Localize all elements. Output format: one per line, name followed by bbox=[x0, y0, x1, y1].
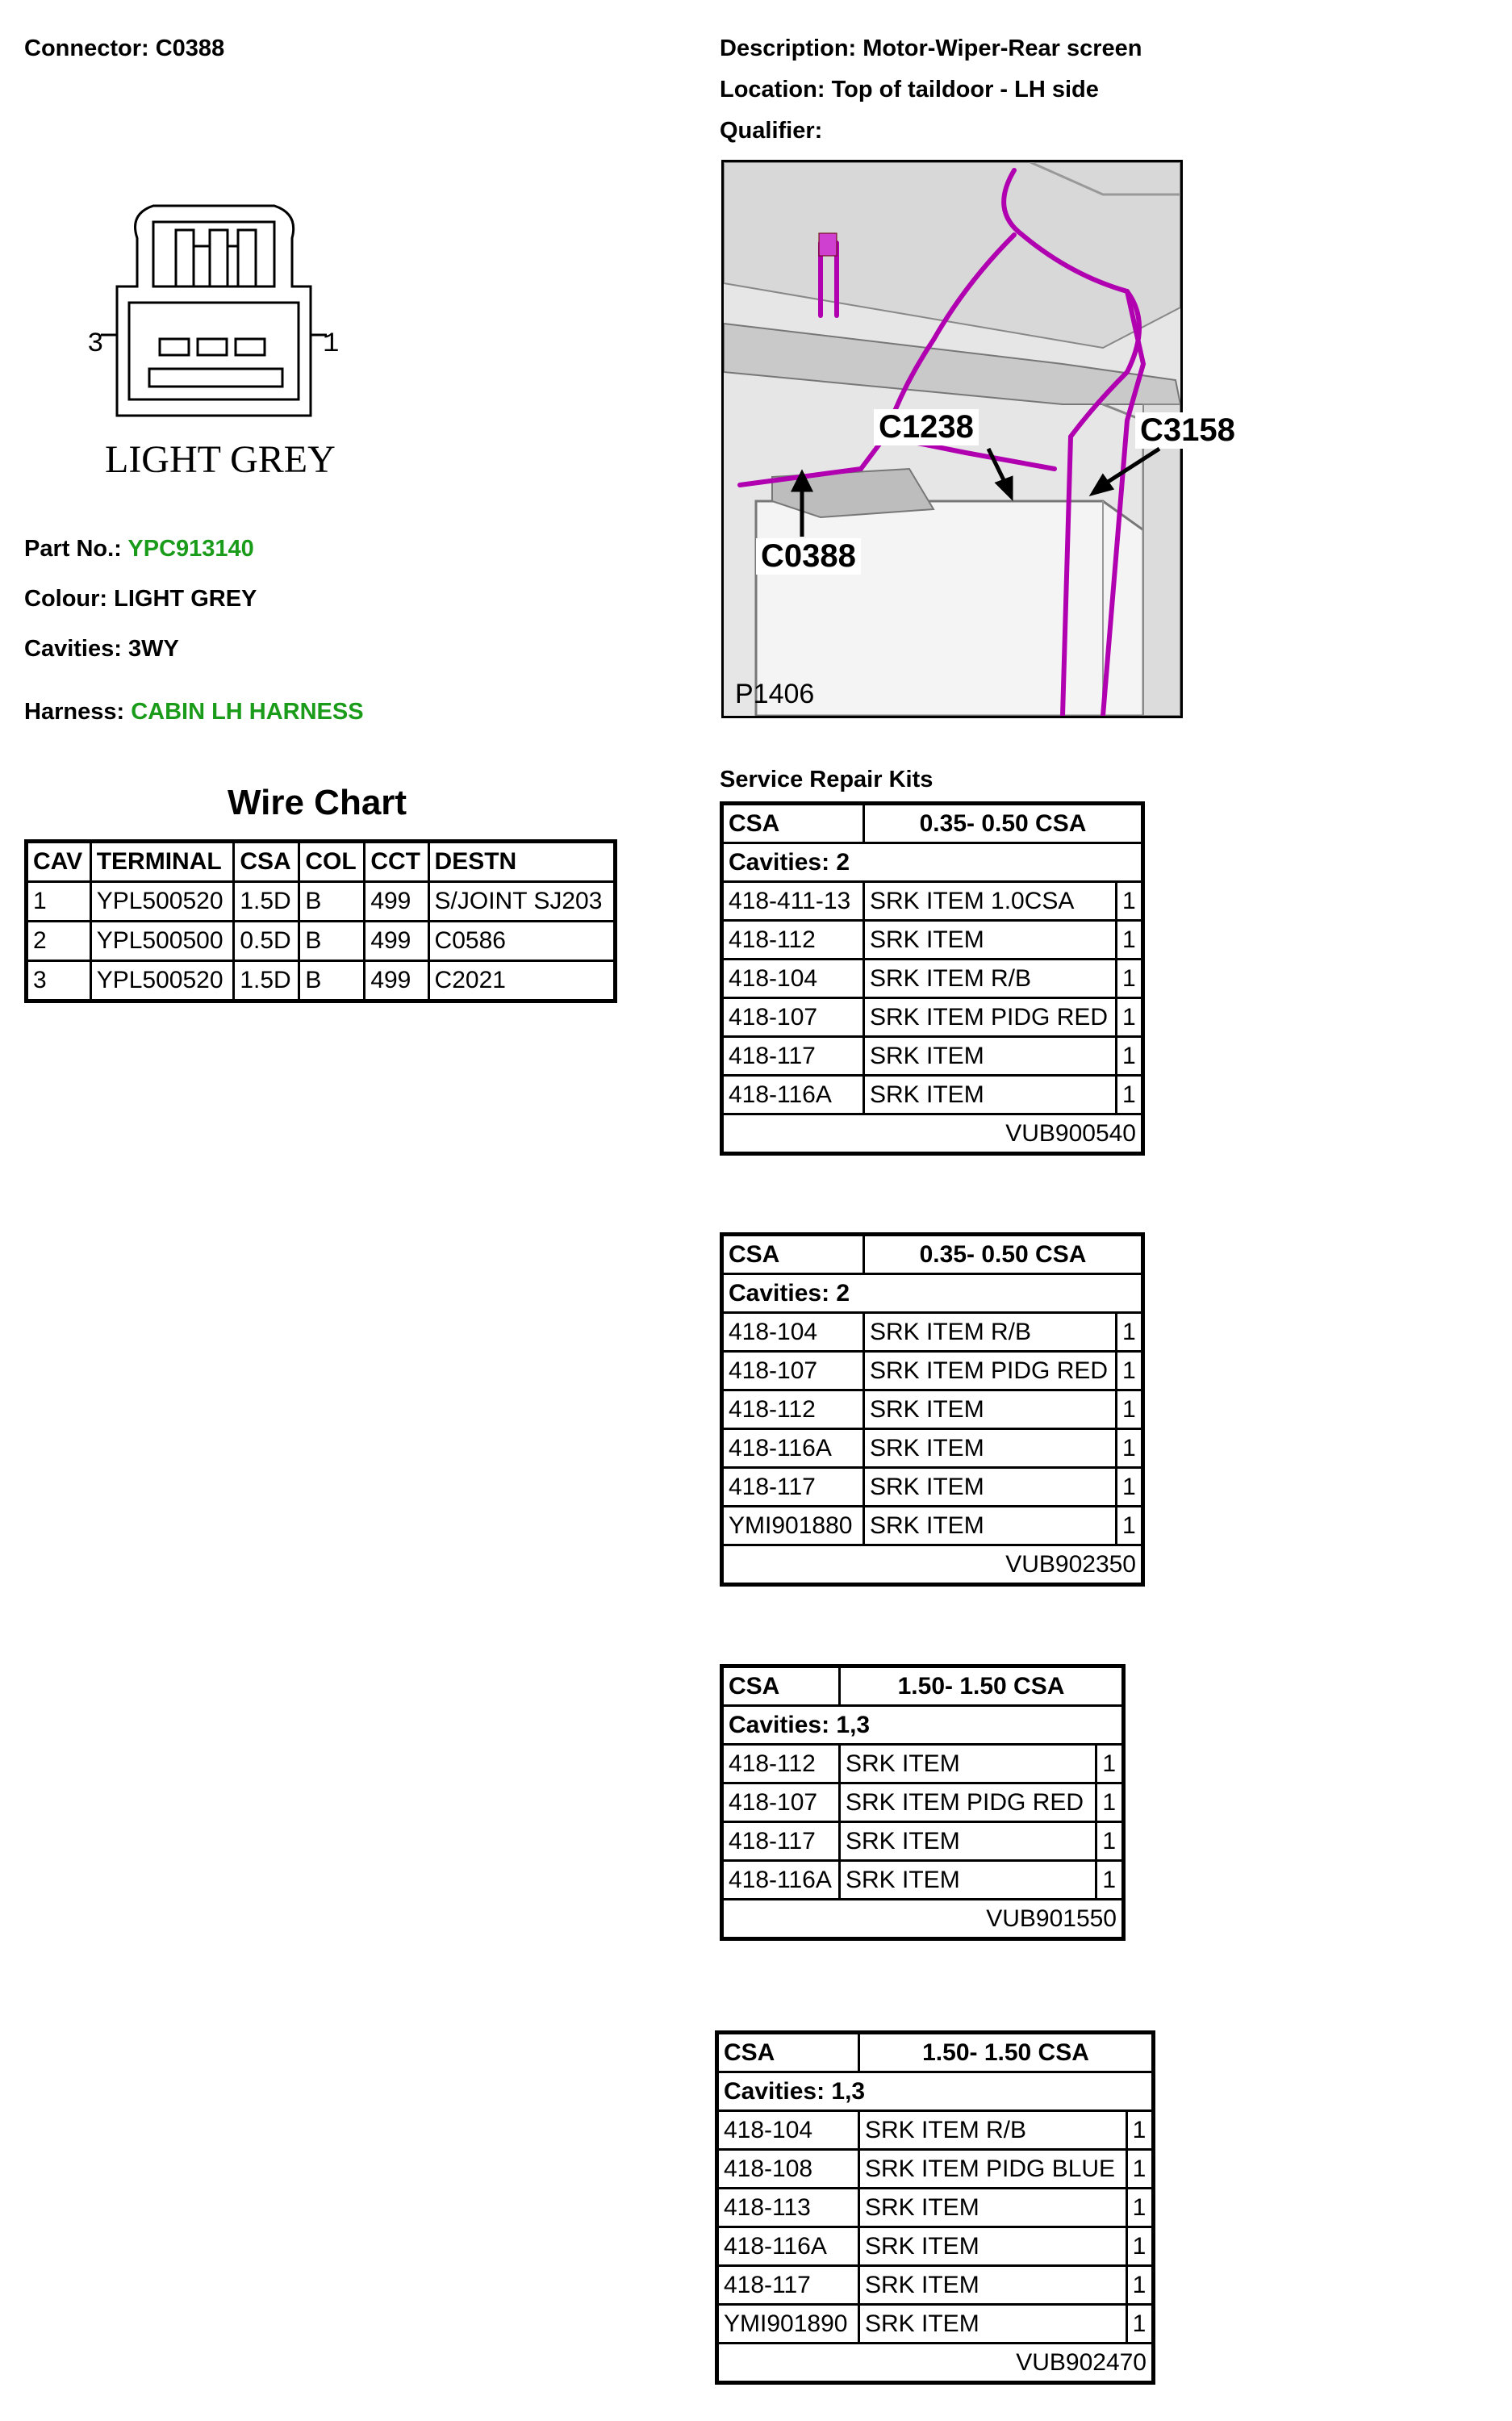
cavities-value: 3WY bbox=[127, 636, 179, 662]
list-item bbox=[722, 1745, 1124, 1783]
list-item bbox=[717, 2305, 1154, 2344]
cell: 418-112 bbox=[722, 1390, 864, 1429]
qualifier-label: Qualifier: bbox=[720, 118, 823, 144]
colour-line bbox=[24, 586, 257, 613]
list-item bbox=[722, 882, 1143, 921]
cell: YPL500520 bbox=[90, 961, 234, 1001]
kit-cavities: Cavities: 2 bbox=[722, 843, 1143, 882]
description-line bbox=[720, 36, 1142, 62]
part-no-value[interactable]: YPC913140 bbox=[127, 536, 254, 562]
kit-code: VUB902350 bbox=[722, 1545, 1143, 1585]
cell: 418-104 bbox=[722, 1313, 864, 1352]
kit-code: VUB900540 bbox=[722, 1114, 1143, 1154]
kit-csa-label: CSA bbox=[722, 1666, 840, 1706]
cell: SRK ITEM bbox=[864, 1468, 1117, 1507]
list-item bbox=[717, 2227, 1154, 2266]
list-item bbox=[722, 921, 1143, 960]
cell: C2021 bbox=[428, 961, 615, 1001]
callout-c1238: C1238 bbox=[874, 409, 979, 445]
cell: B bbox=[299, 882, 365, 922]
cell: SRK ITEM bbox=[859, 2227, 1127, 2266]
cell: 1 bbox=[1126, 2266, 1153, 2305]
cell: 418-117 bbox=[722, 1822, 840, 1861]
cell: 1 bbox=[1117, 1390, 1143, 1429]
qualifier-line bbox=[720, 118, 822, 144]
kit-csa-label: CSA bbox=[722, 1235, 864, 1274]
list-item bbox=[722, 1861, 1124, 1900]
cell: 418-116A bbox=[717, 2227, 859, 2266]
srk-table-2 bbox=[720, 1232, 1145, 1587]
harness-line bbox=[24, 699, 364, 725]
cell: 499 bbox=[365, 882, 428, 922]
cell: SRK ITEM R/B bbox=[864, 960, 1117, 998]
kit-cavities: Cavities: 1,3 bbox=[717, 2072, 1154, 2111]
cell: SRK ITEM bbox=[840, 1861, 1096, 1900]
cell: SRK ITEM bbox=[840, 1745, 1096, 1783]
cell: S/JOINT SJ203 bbox=[428, 882, 615, 922]
kit-cavities: Cavities: 2 bbox=[722, 1274, 1143, 1313]
cell: YPL500500 bbox=[90, 922, 234, 961]
list-item bbox=[722, 998, 1143, 1037]
kit-csa-label: CSA bbox=[722, 804, 864, 843]
cell: 1 bbox=[1117, 1468, 1143, 1507]
location-label: Location: bbox=[720, 77, 825, 102]
list-item bbox=[722, 960, 1143, 998]
callout-c0388: C0388 bbox=[756, 538, 861, 575]
cell: SRK ITEM bbox=[859, 2189, 1127, 2227]
connector-line bbox=[24, 36, 224, 62]
photo-reference: P1406 bbox=[735, 679, 815, 709]
cell: 499 bbox=[365, 922, 428, 961]
cell: 1 bbox=[1126, 2305, 1153, 2344]
wire-chart-header-row bbox=[27, 842, 616, 882]
cell: YMI901880 bbox=[722, 1507, 864, 1545]
cell: 2 bbox=[27, 922, 91, 961]
cell: SRK ITEM bbox=[859, 2266, 1127, 2305]
diagram-colour-caption: LIGHT GREY bbox=[105, 438, 336, 481]
cell: 1 bbox=[1117, 998, 1143, 1037]
harness-label: Harness: bbox=[24, 699, 125, 725]
location-value: Top of taildoor - LH side bbox=[831, 77, 1099, 102]
callout-arrows bbox=[724, 162, 1180, 716]
harness-value[interactable]: CABIN LH HARNESS bbox=[131, 699, 364, 725]
srk-table-3 bbox=[720, 1664, 1126, 1941]
cell: 0.5D bbox=[234, 922, 299, 961]
col-cav: CAV bbox=[27, 842, 91, 882]
cell: 418-104 bbox=[722, 960, 864, 998]
cell: 1 bbox=[1096, 1822, 1124, 1861]
col-terminal: TERMINAL bbox=[90, 842, 234, 882]
colour-label: Colour: bbox=[24, 586, 108, 612]
cell: 418-107 bbox=[722, 1352, 864, 1390]
list-item bbox=[717, 2150, 1154, 2189]
cell: 499 bbox=[365, 961, 428, 1001]
srk-table-4 bbox=[715, 2030, 1155, 2385]
cell: 1 bbox=[1126, 2227, 1153, 2266]
cell: SRK ITEM bbox=[864, 1507, 1117, 1545]
list-item bbox=[722, 1076, 1143, 1114]
cell: 1 bbox=[1126, 2189, 1153, 2227]
list-item bbox=[722, 1783, 1124, 1822]
cell: 418-112 bbox=[722, 1745, 840, 1783]
list-item bbox=[722, 1390, 1143, 1429]
connector-label: Connector: bbox=[24, 36, 149, 61]
list-item bbox=[722, 1313, 1143, 1352]
location-line bbox=[720, 77, 1099, 103]
cell: SRK ITEM bbox=[864, 1429, 1117, 1468]
list-item bbox=[722, 1468, 1143, 1507]
list-item bbox=[722, 1822, 1124, 1861]
cell: SRK ITEM bbox=[864, 1390, 1117, 1429]
pin-label-3: 3 bbox=[87, 329, 104, 360]
location-photo bbox=[721, 160, 1235, 718]
cell: 1 bbox=[1117, 960, 1143, 998]
cell: B bbox=[299, 922, 365, 961]
kit-csa-range: 0.35- 0.50 CSA bbox=[864, 1235, 1143, 1274]
cell: 418-104 bbox=[717, 2111, 859, 2150]
cell: 1 bbox=[1117, 1313, 1143, 1352]
list-item bbox=[722, 1037, 1143, 1076]
kit-csa-label: CSA bbox=[717, 2033, 859, 2072]
cell: SRK ITEM PIDG RED bbox=[840, 1783, 1096, 1822]
pin-label-1: 1 bbox=[323, 329, 340, 360]
cell: 418-116A bbox=[722, 1429, 864, 1468]
table-row bbox=[27, 882, 616, 922]
part-no-label: Part No.: bbox=[24, 536, 122, 562]
part-no-line bbox=[24, 536, 254, 562]
cell: SRK ITEM bbox=[859, 2305, 1127, 2344]
srk-table-1 bbox=[720, 801, 1145, 1156]
cell: 1 bbox=[1117, 1429, 1143, 1468]
colour-value: LIGHT GREY bbox=[114, 586, 257, 612]
cell: 1 bbox=[1126, 2111, 1153, 2150]
list-item bbox=[722, 1429, 1143, 1468]
cell: 1 bbox=[1096, 1783, 1124, 1822]
cell: 1 bbox=[1117, 1507, 1143, 1545]
table-row bbox=[27, 961, 616, 1001]
table-row bbox=[27, 922, 616, 961]
description-label: Description: bbox=[720, 36, 857, 61]
cell: 418-107 bbox=[722, 998, 864, 1037]
list-item bbox=[717, 2111, 1154, 2150]
list-item bbox=[722, 1352, 1143, 1390]
cell: 1 bbox=[1117, 921, 1143, 960]
wire-chart-title: Wire Chart bbox=[228, 783, 407, 822]
cell: 1 bbox=[1096, 1745, 1124, 1783]
cell: 1 bbox=[1117, 1352, 1143, 1390]
cell: 1 bbox=[1117, 1076, 1143, 1114]
cell: SRK ITEM bbox=[840, 1822, 1096, 1861]
cell: 418-117 bbox=[722, 1468, 864, 1507]
cell: SRK ITEM PIDG RED bbox=[864, 998, 1117, 1037]
kit-code: VUB901550 bbox=[722, 1900, 1124, 1939]
cavities-line bbox=[24, 636, 179, 663]
cell: C0586 bbox=[428, 922, 615, 961]
wire-chart-table bbox=[24, 839, 617, 1003]
cell: SRK ITEM bbox=[864, 1076, 1117, 1114]
cell: SRK ITEM bbox=[864, 921, 1117, 960]
cell: 1 bbox=[1117, 882, 1143, 921]
kit-csa-range: 1.50- 1.50 CSA bbox=[859, 2033, 1154, 2072]
callout-c3158: C3158 bbox=[1135, 412, 1240, 449]
cell: 1 bbox=[1096, 1861, 1124, 1900]
cell: 1.5D bbox=[234, 882, 299, 922]
list-item bbox=[722, 1507, 1143, 1545]
connector-face-diagram bbox=[81, 198, 347, 488]
kit-cavities: Cavities: 1,3 bbox=[722, 1706, 1124, 1745]
col-csa: CSA bbox=[234, 842, 299, 882]
col-cct: CCT bbox=[365, 842, 428, 882]
cell: 418-108 bbox=[717, 2150, 859, 2189]
cell: YPL500520 bbox=[90, 882, 234, 922]
cell: 418-117 bbox=[717, 2266, 859, 2305]
kit-csa-range: 1.50- 1.50 CSA bbox=[840, 1666, 1124, 1706]
cell: SRK ITEM PIDG RED bbox=[864, 1352, 1117, 1390]
cell: 418-116A bbox=[722, 1076, 864, 1114]
cell: 418-113 bbox=[717, 2189, 859, 2227]
list-item bbox=[717, 2266, 1154, 2305]
cell: SRK ITEM R/B bbox=[859, 2111, 1127, 2150]
cell: SRK ITEM R/B bbox=[864, 1313, 1117, 1352]
cell: 418-112 bbox=[722, 921, 864, 960]
cell: SRK ITEM PIDG BLUE bbox=[859, 2150, 1127, 2189]
cavities-label: Cavities: bbox=[24, 636, 122, 662]
srk-title: Service Repair Kits bbox=[720, 767, 934, 792]
cell: 3 bbox=[27, 961, 91, 1001]
cell: 1 bbox=[1126, 2150, 1153, 2189]
cell: SRK ITEM bbox=[864, 1037, 1117, 1076]
kit-csa-range: 0.35- 0.50 CSA bbox=[864, 804, 1143, 843]
cell: 418-411-13 bbox=[722, 882, 864, 921]
description-value: Motor-Wiper-Rear screen bbox=[863, 36, 1142, 61]
cell: SRK ITEM 1.0CSA bbox=[864, 882, 1117, 921]
connector-value: C0388 bbox=[155, 36, 225, 61]
cell: 1 bbox=[1117, 1037, 1143, 1076]
cell: 418-116A bbox=[722, 1861, 840, 1900]
list-item bbox=[717, 2189, 1154, 2227]
kit-code: VUB902470 bbox=[717, 2344, 1154, 2383]
cell: 1 bbox=[27, 882, 91, 922]
col-col: COL bbox=[299, 842, 365, 882]
cell: 418-107 bbox=[722, 1783, 840, 1822]
cell: 1.5D bbox=[234, 961, 299, 1001]
cell: 418-117 bbox=[722, 1037, 864, 1076]
col-destn: DESTN bbox=[428, 842, 615, 882]
cell: B bbox=[299, 961, 365, 1001]
cell: YMI901890 bbox=[717, 2305, 859, 2344]
